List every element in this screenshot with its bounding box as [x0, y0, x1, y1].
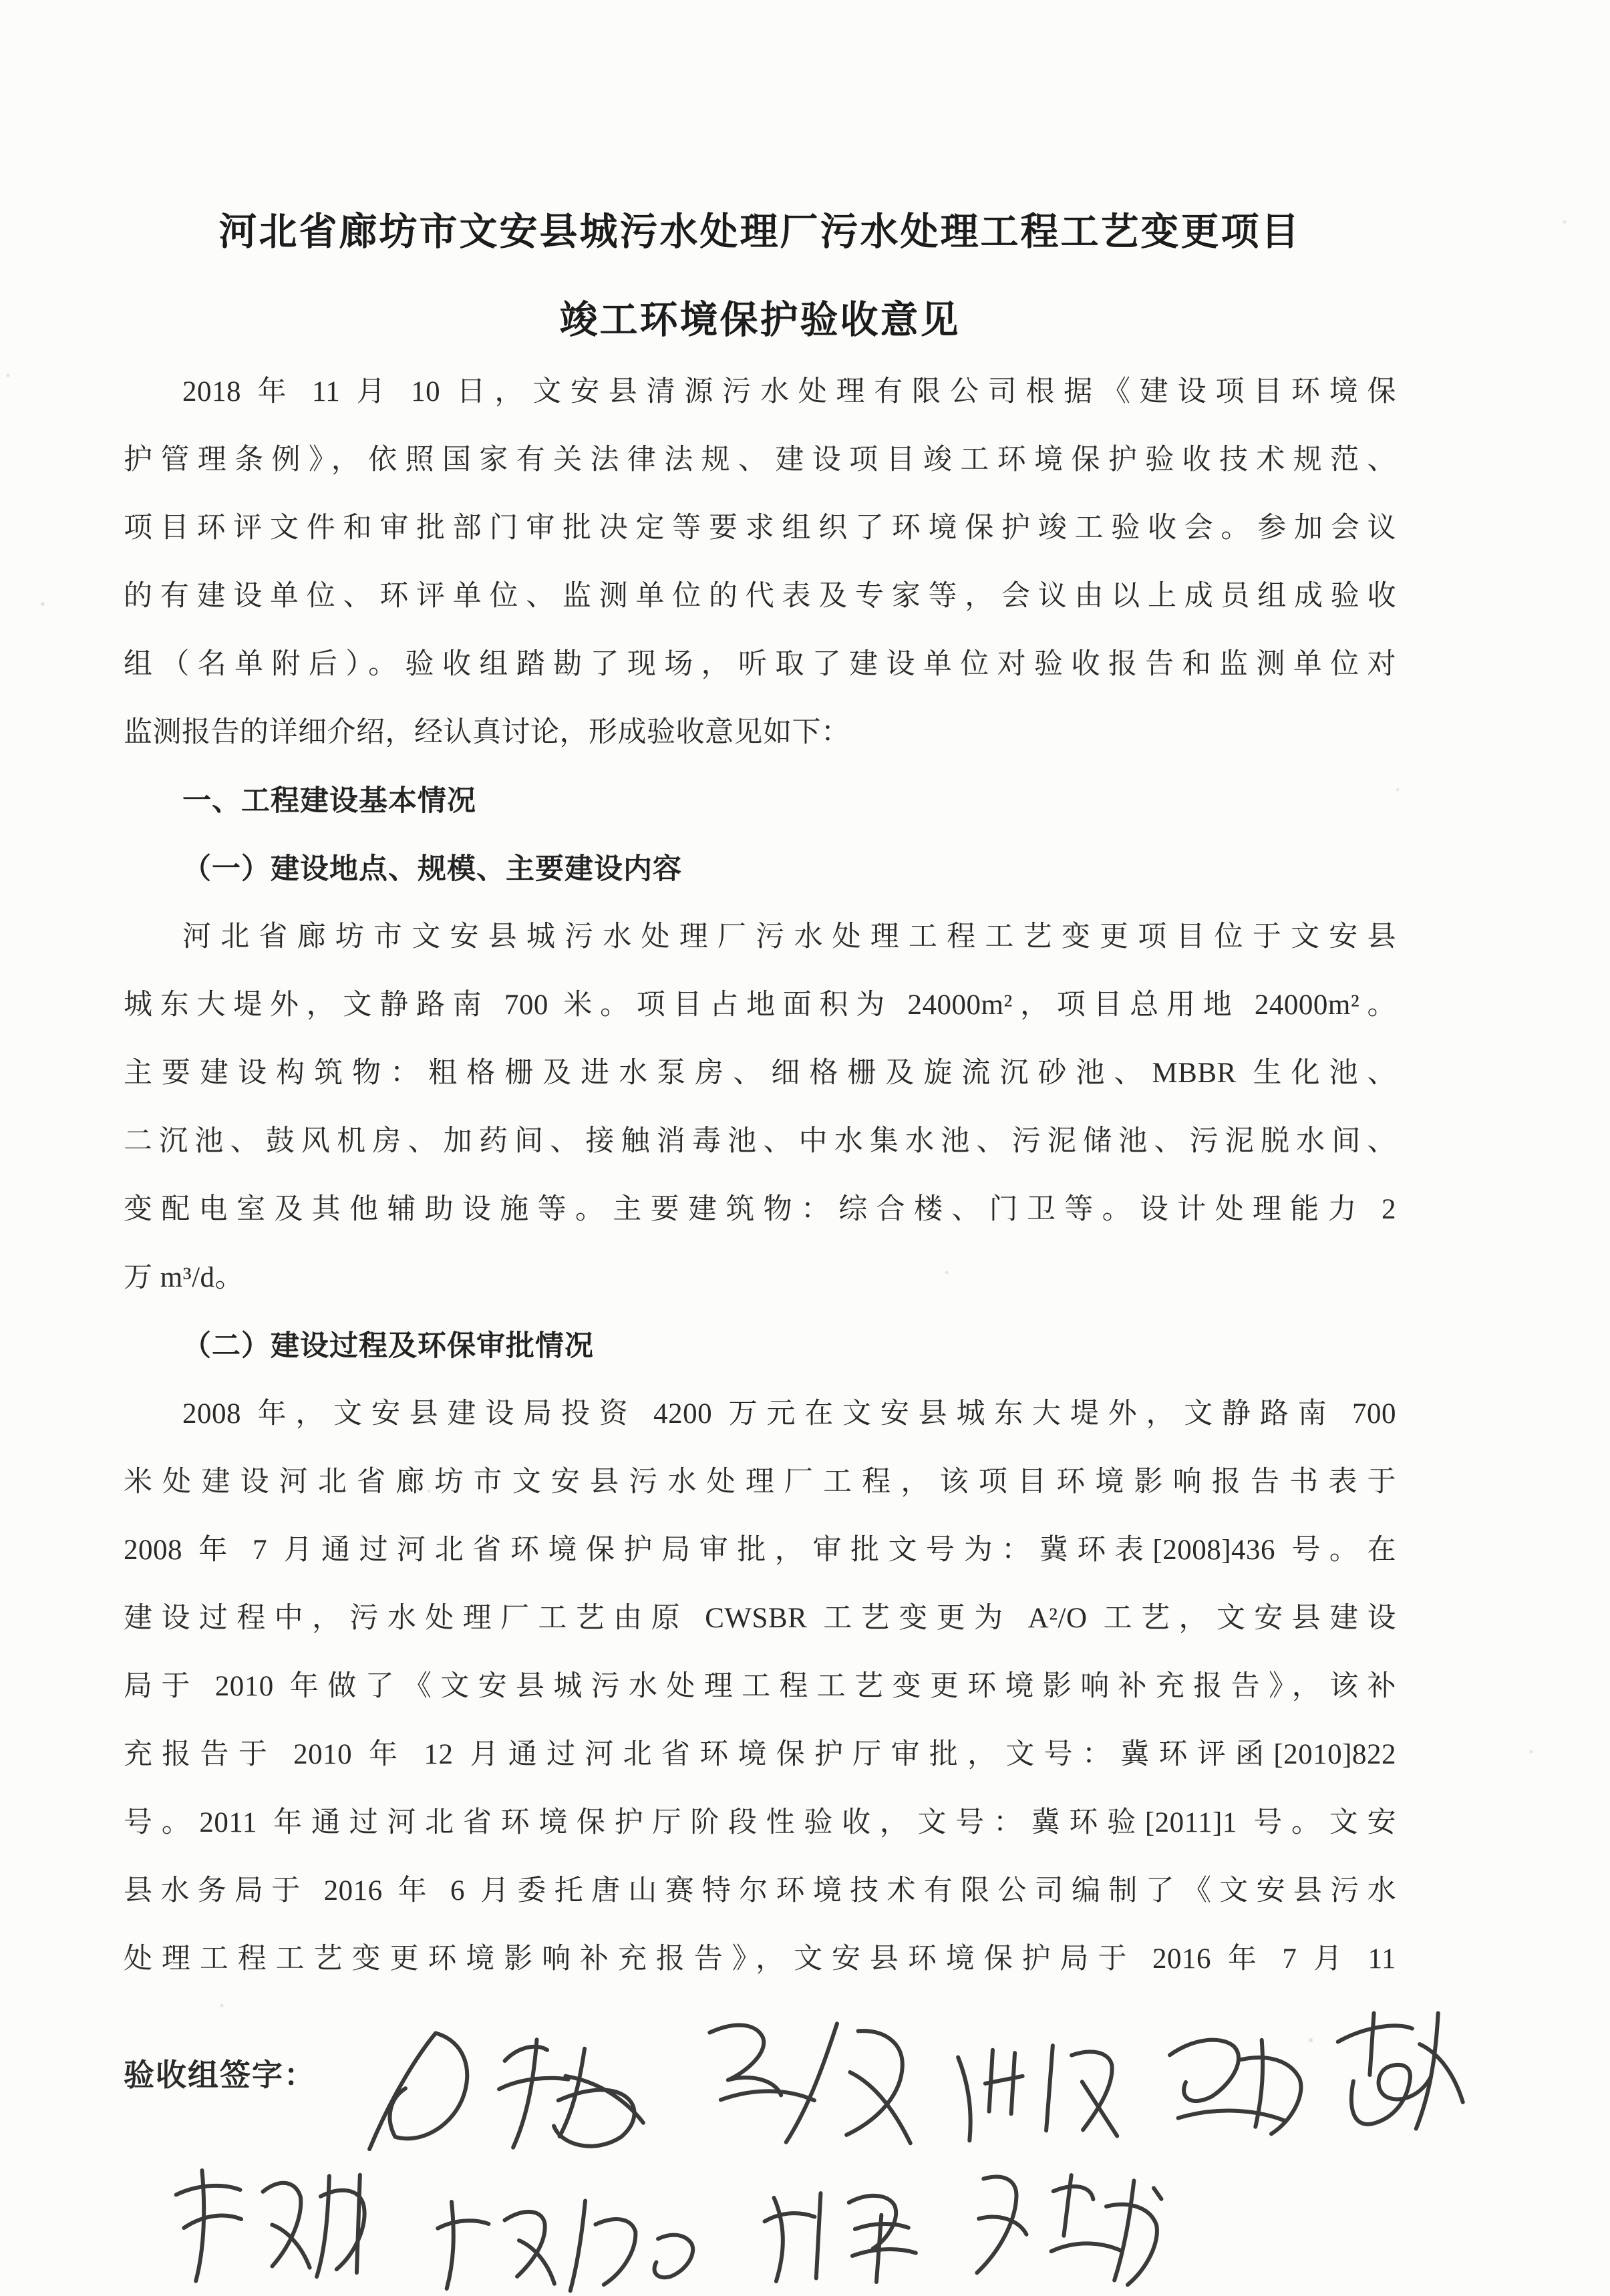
signature-handwritten-9: [950, 2152, 1168, 2296]
body-line: 处理工程工艺变更环境影响补充报告》，文安县环境保护局于 2016 年 7 月 11: [124, 1943, 1396, 1975]
body-line: 2008 年，文安县建设局投资 4200 万元在文安县城东大堤外，文静路南 700: [182, 1398, 1396, 1430]
body-line: 号。2011 年通过河北省环境保护厅阶段性验收，文号：冀环验[2011]1 号。文安: [124, 1807, 1396, 1838]
body-line: 主要建设构筑物：粗格栅及进水泵房、细格栅及旋流沉砂池、MBBR 生化池、: [124, 1057, 1396, 1089]
signature-handwritten-8: [747, 2172, 930, 2293]
body-line: 二沉池、鼓风机房、加药间、接触消毒池、中水集水池、污泥储池、污泥脱水间、: [124, 1126, 1396, 1157]
body-line: 万 m³/d。: [124, 1262, 245, 1293]
section-heading-1-2: （二）建设过程及环保审批情况: [182, 1329, 594, 1363]
body-line: 项目环评文件和审批部门审批决定等要求组织了环境保护竣工验收会。参加会议: [124, 512, 1396, 544]
body-line: 城东大堤外，文静路南 700 米。项目占地面积为 24000m²，项目总用地 24000m²。: [124, 989, 1396, 1021]
signature-handwritten-4: [1137, 2015, 1314, 2150]
body-line: 河北省廊坊市文安县城污水处理厂污水处理工程工艺变更项目位于文安县: [182, 921, 1396, 953]
body-line: 充报告于 2010 年 12 月通过河北省环境保护厅审批，文号：冀环评函[2010]822: [124, 1739, 1396, 1770]
body-line: 监测报告的详细介绍，经认真讨论，形成验收意见如下：: [124, 717, 850, 748]
section-heading-1: 一、工程建设基本情况: [182, 784, 476, 818]
document-title: [124, 188, 1396, 365]
title-line-1: 河北省廊坊市文安县城污水处理厂污水处理工程工艺变更项目: [218, 211, 1301, 253]
body-line: 局于 2010 年做了《文安县城污水处理工程工艺变更环境影响补充报告》，该补: [124, 1671, 1396, 1702]
section-heading-1-1: （一）建设地点、规模、主要建设内容: [182, 852, 682, 886]
signature-handwritten-3: [937, 2025, 1140, 2152]
body-line: 建设过程中，污水处理厂工艺由原 CWSBR 工艺变更为 A²/O 工艺，文安县建设: [124, 1603, 1396, 1634]
signature-handwritten-7: [424, 2180, 706, 2296]
signature-handwritten-1: [335, 2005, 674, 2170]
signature-handwritten-5: [1309, 1993, 1470, 2145]
body-line: 变配电室及其他辅助设施等。主要建筑物：综合楼、门卫等。设计处理能力 2: [124, 1194, 1396, 1225]
body-line: 护管理条例》，依照国家有关法律法规、建设项目竣工环境保护验收技术规范、: [124, 444, 1396, 476]
title-line-2: 竣工环境保护验收意见: [559, 299, 961, 341]
document-body: [124, 358, 1396, 1993]
body-line: 米处建设河北省廊坊市文安县污水处理厂工程，该项目环境影响报告书表于: [124, 1466, 1396, 1498]
body-line: 县水务局于 2016 年 6 月委托唐山赛特尔环境技术有限公司编制了《文安县污水: [124, 1875, 1396, 1907]
signature-handwritten-2: [679, 2003, 924, 2155]
body-line: 组（名单附后）。验收组踏勘了现场，听取了建设单位对验收报告和监测单位对: [124, 649, 1396, 680]
signature-handwritten-6: [162, 2146, 380, 2290]
body-line: 2018 年 11 月 10 日，文安县清源污水处理有限公司根据《建设项目环境保: [182, 376, 1396, 407]
body-line: 2008 年 7 月通过河北省环境保护局审批，审批文号为：冀环表[2008]436 号。在: [124, 1534, 1396, 1566]
body-line: 的有建设单位、环评单位、监测单位的代表及专家等，会议由以上成员组成验收: [124, 581, 1396, 612]
signature-label: 验收组签字：: [124, 2057, 316, 2093]
